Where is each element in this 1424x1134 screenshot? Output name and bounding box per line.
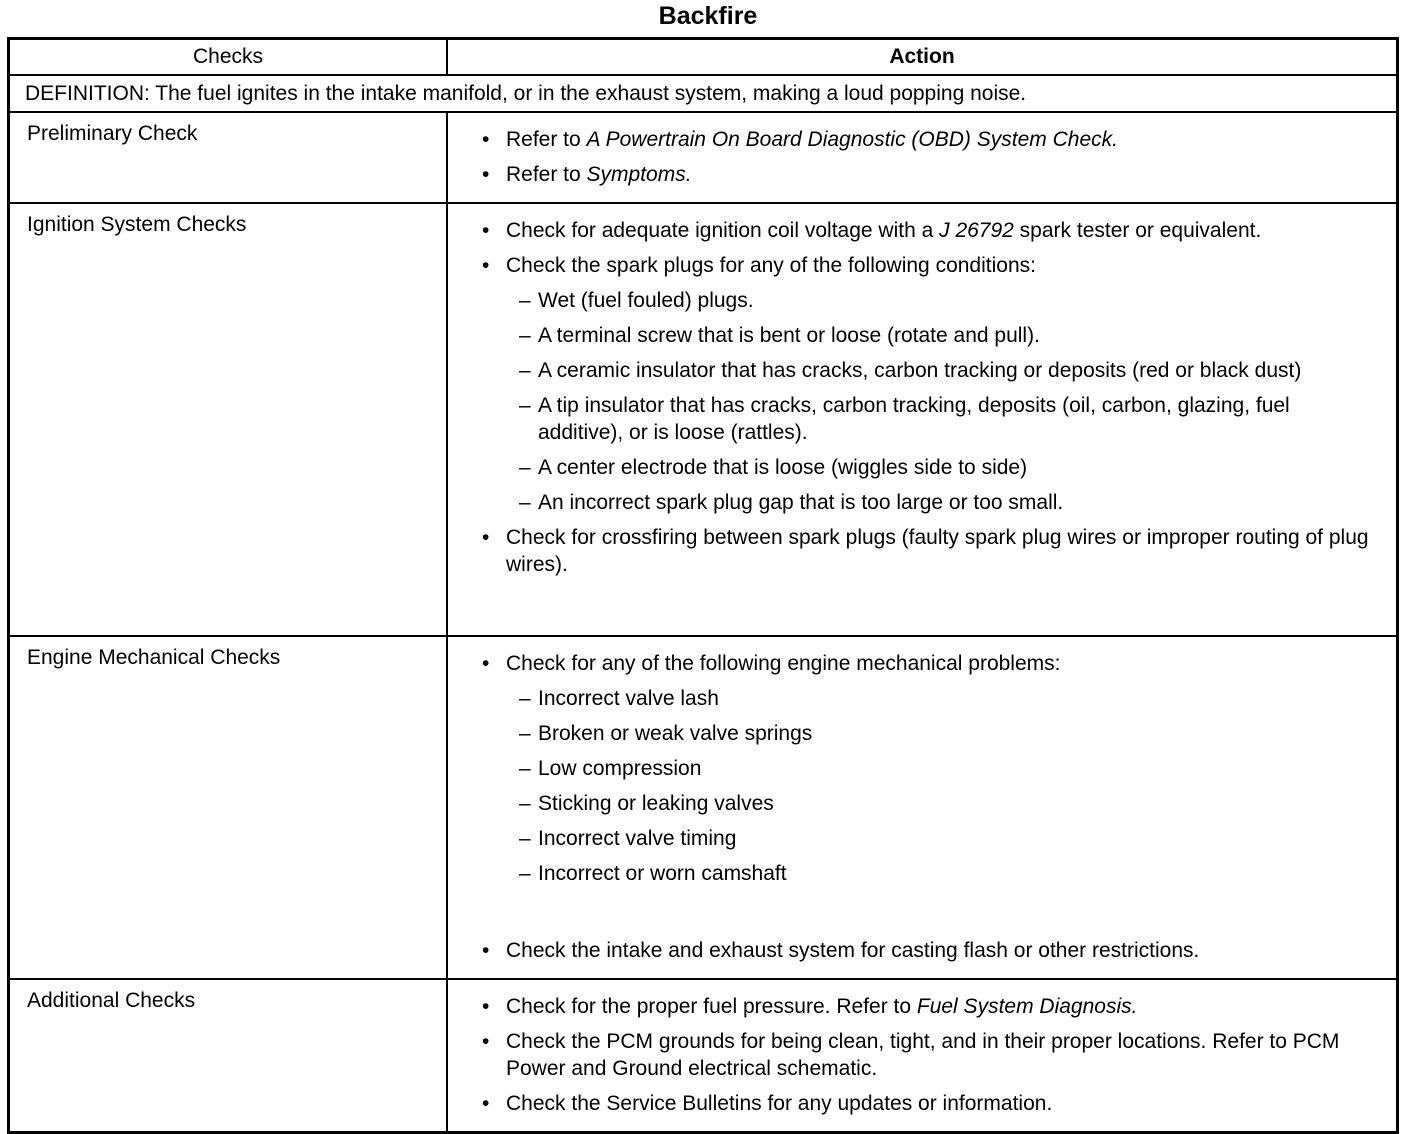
reference-text: J 26792 [939,219,1014,242]
dash-marker: – [519,289,531,312]
dash-marker: – [519,324,531,347]
item-text: Check for the proper fuel pressure. Refer to [506,995,917,1018]
item-text: Incorrect valve timing [538,827,737,850]
check-name: Preliminary Check [9,112,448,203]
definition-text: DEFINITION: The fuel ignites in the intake manifold, or in the exhaust system, making a loud popping noise. [9,75,1398,112]
table-row [9,203,1398,636]
item-text: Refer to [506,163,587,186]
bullet-item [482,252,1380,279]
item-text: A terminal screw that is bent or loose (rotate and pull). [538,324,1040,347]
bullet-item [482,1090,1380,1117]
item-text: Wet (fuel fouled) plugs. [538,289,754,312]
item-text: Check for adequate ignition coil voltage with a [506,219,940,242]
reference-text: A Powertrain On Board Diagnostic (OBD) System Check. [586,128,1118,151]
reference-text: Symptoms. [586,163,692,186]
sub-item [482,454,1380,481]
bullet-item [482,126,1380,153]
bullet-item [482,524,1380,578]
dash-marker: – [519,456,531,479]
dash-marker: – [519,491,531,514]
sub-item [482,720,1380,747]
sub-item [482,489,1380,516]
check-name: Additional Checks [9,979,448,1133]
sub-item [482,825,1380,852]
item-text: Incorrect valve lash [538,687,719,710]
checks-header: Checks [9,39,448,76]
header-row [9,39,1398,76]
bullet-item [482,993,1380,1020]
dash-marker: – [519,722,531,745]
item-text: Check the PCM grounds for being clean, tight, and in their proper locations. Refer to PCM Power and Ground electrical schematic. [506,1030,1340,1080]
bullet-item [482,161,1380,188]
bullet-item [482,937,1380,964]
action-header: Action [447,39,1398,76]
definition-row [9,75,1398,112]
item-text: A ceramic insulator that has cracks, carbon tracking or deposits (red or black dust) [538,359,1302,382]
page-title: Backfire [658,2,758,30]
action-cell [447,979,1398,1133]
item-text: Check the intake and exhaust system for casting flash or other restrictions. [506,939,1200,962]
table-row [9,112,1398,203]
sub-item [482,790,1380,817]
sub-item [482,287,1380,314]
diagnostic-table [7,37,1399,1134]
action-cell [447,636,1398,979]
item-text: Incorrect or worn camshaft [538,862,787,885]
item-text: Check the Service Bulletins for any updates or information. [506,1092,1053,1115]
bullet-item [482,1028,1380,1082]
check-name: Engine Mechanical Checks [9,636,448,979]
sub-item [482,322,1380,349]
bullet-item [482,217,1380,244]
dash-marker: – [519,792,531,815]
sub-item [482,685,1380,712]
item-text: A center electrode that is loose (wiggles side to side) [538,456,1028,479]
dash-marker: – [519,687,531,710]
item-text: Check for any of the following engine mechanical problems: [506,652,1061,675]
sub-item [482,860,1380,887]
table-row [9,979,1398,1133]
dash-marker: – [519,757,531,780]
sub-item [482,392,1380,446]
check-name: Ignition System Checks [9,203,448,636]
item-text: spark tester or equivalent. [1013,219,1262,242]
dash-marker: – [519,394,531,417]
item-text: Broken or weak valve springs [538,722,813,745]
dash-marker: – [519,862,531,885]
item-text: Sticking or leaking valves [538,792,774,815]
sub-item [482,755,1380,782]
table-row [9,636,1398,979]
item-text: A tip insulator that has cracks, carbon tracking, deposits (oil, carbon, glazing, fuel additive), or is loose (rattles). [538,394,1290,444]
dash-marker: – [519,359,531,382]
action-cell [447,112,1398,203]
item-text: Check the spark plugs for any of the following conditions: [506,254,1036,277]
dash-marker: – [519,827,531,850]
item-text: Refer to [506,128,587,151]
bullet-item [482,650,1380,677]
reference-text: Fuel System Diagnosis. [916,995,1138,1018]
item-text: Low compression [538,757,702,780]
action-cell [447,203,1398,636]
item-text: An incorrect spark plug gap that is too large or too small. [538,491,1064,514]
sub-item [482,357,1380,384]
spacer [482,895,1380,929]
item-text: Check for crossfiring between spark plugs (faulty spark plug wires or improper routing of plug wires). [506,526,1369,576]
